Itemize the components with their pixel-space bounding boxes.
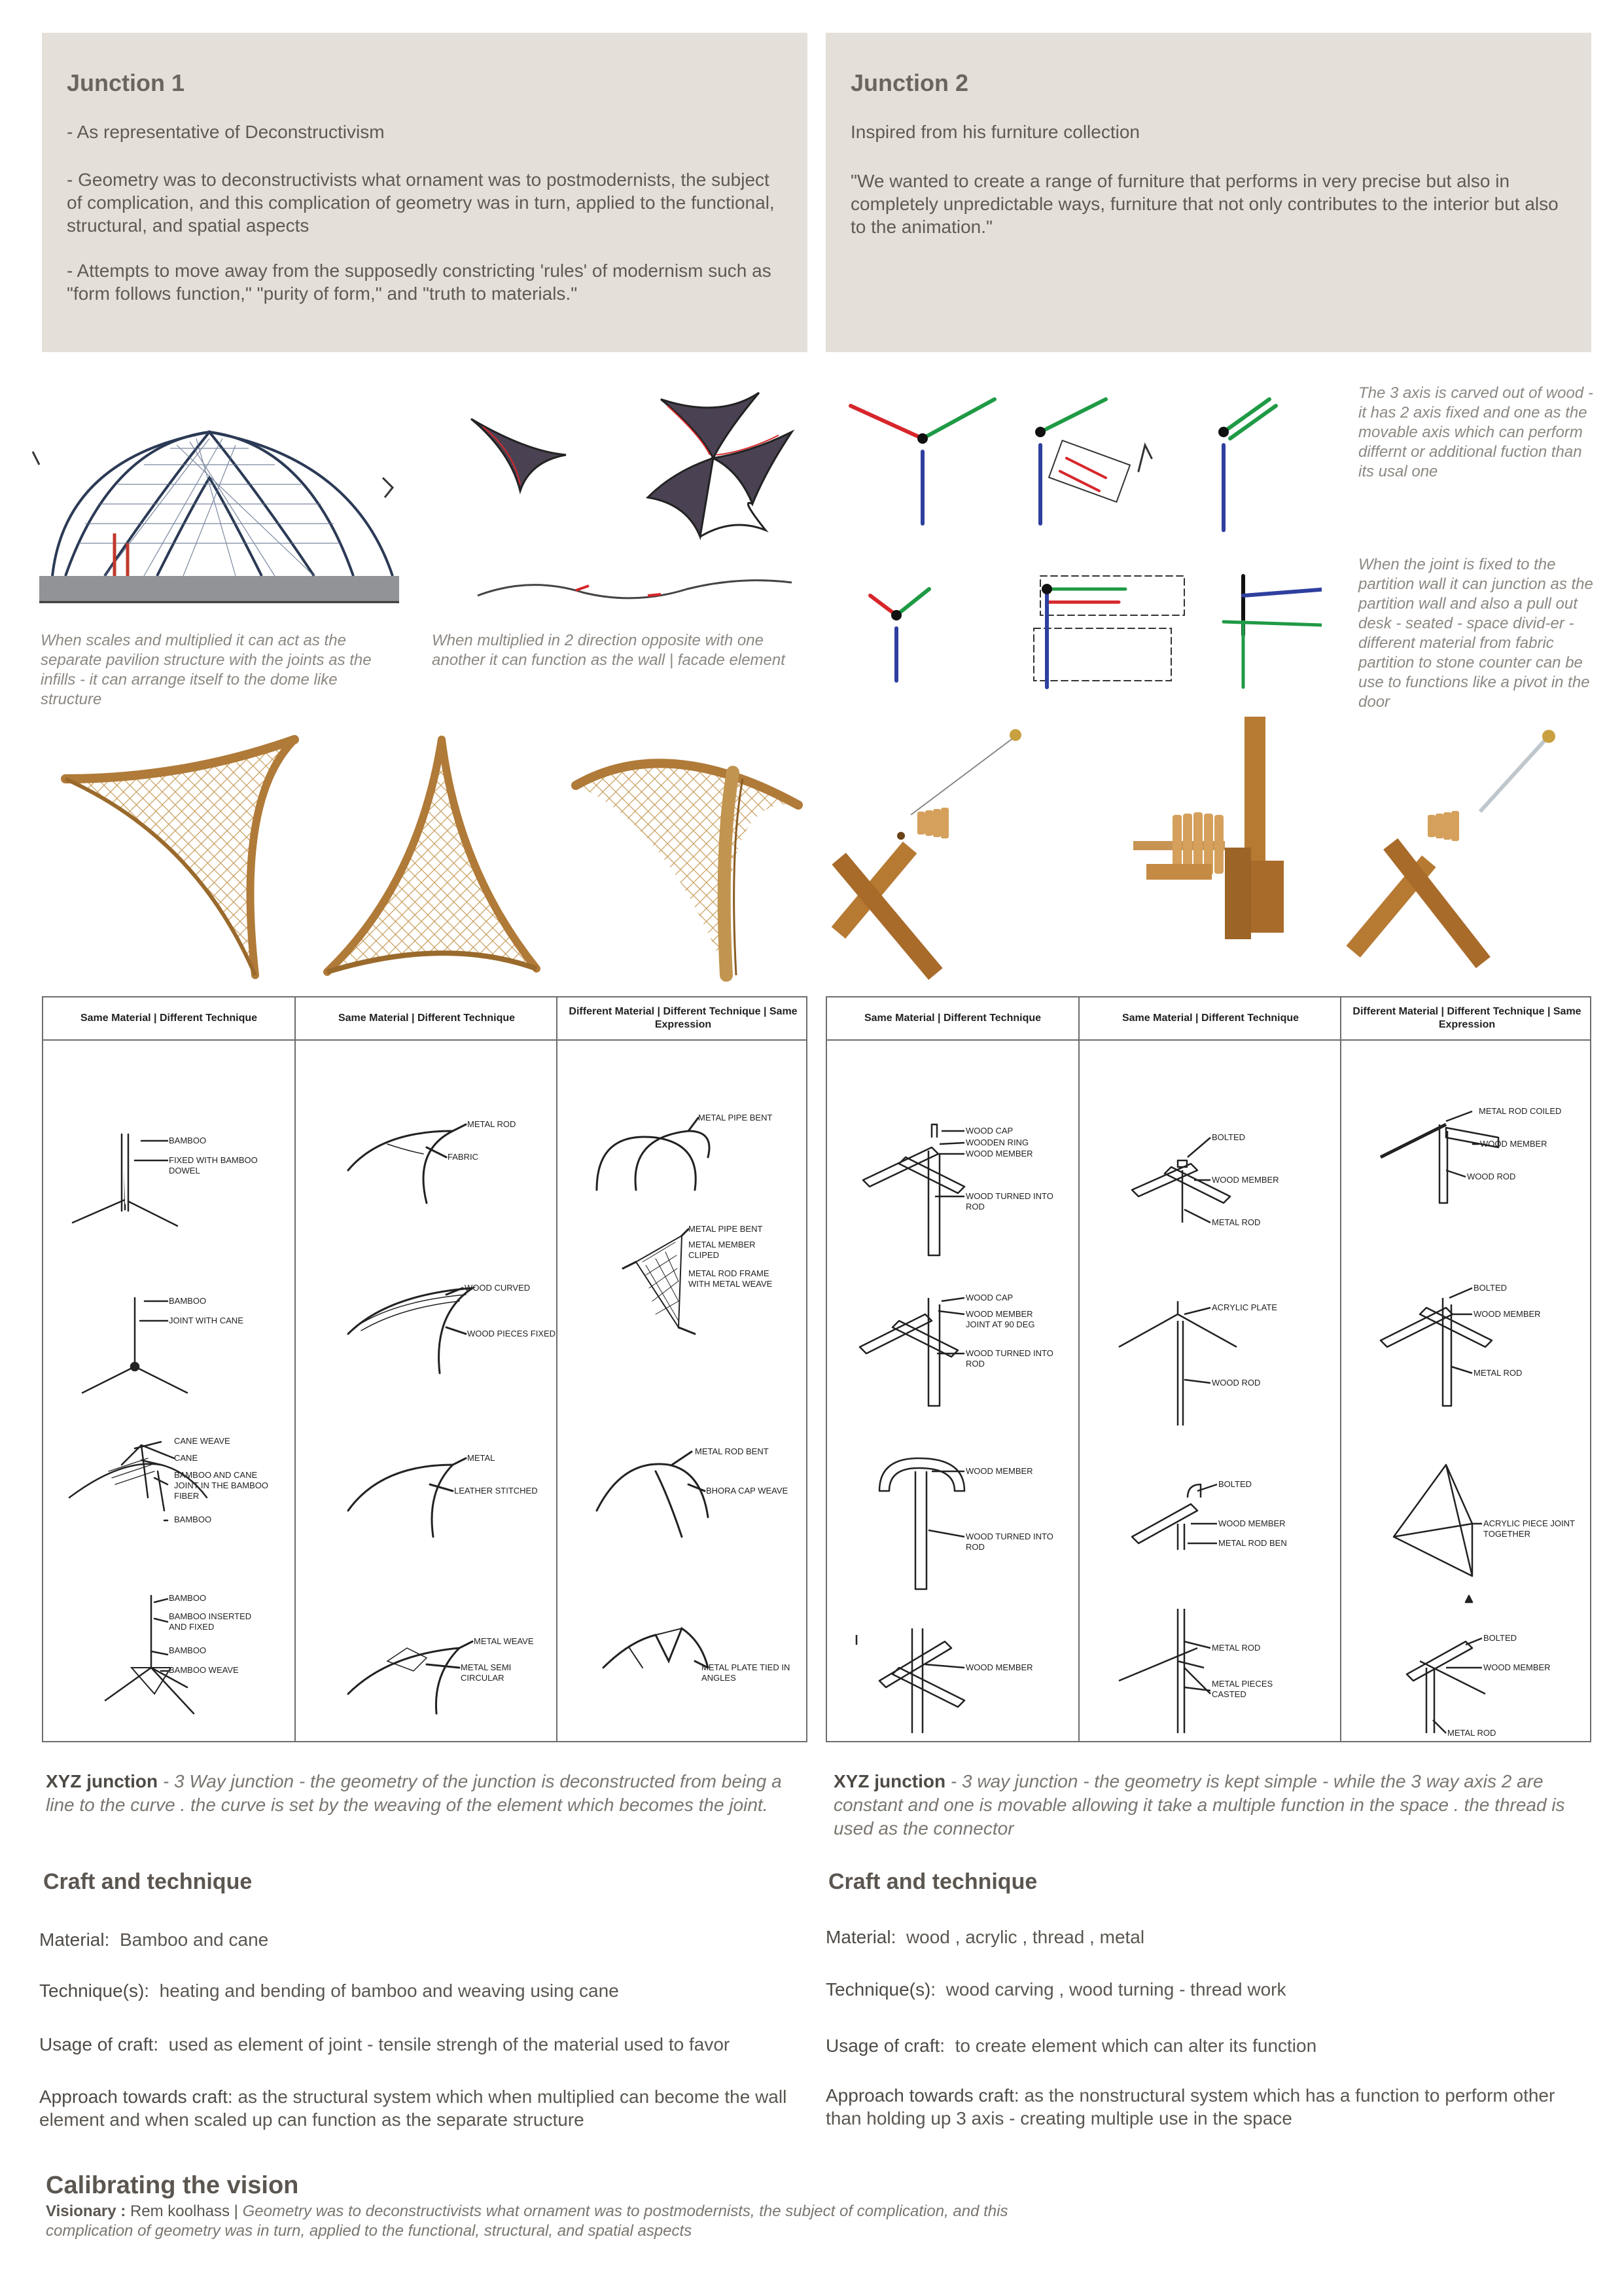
t2c2r2-l0: ACRYLIC PLATE	[1212, 1302, 1277, 1312]
junction-2-panel	[826, 33, 1591, 352]
junction-2-title: Junction 2	[851, 69, 969, 96]
table-2-col-2-header: Same Material | Different Technique	[1121, 1013, 1299, 1024]
t2c2r4-l2: CASTED	[1212, 1689, 1246, 1699]
table-1-col-1	[43, 997, 294, 1741]
partition-caption: When the joint is fixed to the partition wall it can junction as the partition wall and also a pull out desk - seated - space divid-er - different material from fabric partition to stone counter can be use to functions like a pivot in the door	[1358, 556, 1593, 711]
junction-2-para-2: "We wanted to create a range of furniture that performs in very precise but also in completely unpredictable ways, furniture that not only contributes to the interior but also to the animation."	[851, 171, 1559, 237]
craft-1-usage	[39, 2033, 805, 2056]
t1c2r3-l0: METAL	[467, 1453, 495, 1463]
t2c3r1-l0: METAL ROD COILED	[1479, 1106, 1562, 1116]
craft-1-approach-key: Approach towards craft:	[39, 2087, 233, 2107]
calibrating-title: Calibrating the vision	[46, 2172, 299, 2199]
table-1-col-1-header: Same Material | Different Technique	[80, 1013, 258, 1024]
t2c1r1-l4: ROD	[966, 1202, 985, 1211]
t1c1r1-l1: FIXED WITH BAMBOO	[169, 1155, 258, 1165]
t1c1r3-l4: FIBER	[174, 1491, 200, 1501]
t1c3r4-l1: ANGLES	[701, 1673, 736, 1683]
t2c1r2-l4: ROD	[966, 1359, 985, 1369]
t2c1r4-l0: WOOD MEMBER	[966, 1662, 1033, 1672]
xyz-junction-2-title: XYZ junction	[834, 1771, 946, 1791]
t1c1r1-l2: DOWEL	[169, 1166, 200, 1175]
craft-1-usage-key: Usage of craft:	[39, 2034, 159, 2054]
craft-2-technique	[826, 1978, 1591, 2001]
junction-1-para-3: - Attempts to move away from the supposedly constricting 'rules' of modernism such as "form follows function," "purity of form," and "truth to materials."	[67, 260, 771, 304]
table-2-col-3-header: Different Material | Different Technique | Same Expression	[1352, 1006, 1581, 1030]
craft-2-material-key: Material:	[826, 1927, 896, 1947]
t1c3r2-l0: METAL PIPE BENT	[688, 1224, 763, 1234]
craft-2-usage-key: Usage of craft:	[826, 2036, 945, 2056]
axis-sketches	[824, 380, 1322, 694]
wall-caption: When multiplied in 2 direction opposite with one another it can function as the wall | facade element	[432, 632, 785, 669]
t2c3r2-l1: WOOD MEMBER	[1474, 1309, 1541, 1319]
wood-model-photos	[826, 717, 1598, 988]
t1c1r3-l3: JOINT IN THE BAMBOO	[174, 1480, 268, 1490]
t2c3r4-l2: METAL ROD	[1447, 1728, 1496, 1738]
t1c1r3-l5: BAMBOO	[174, 1515, 212, 1524]
craft-1-usage-value: used as element of joint - tensile strengh of the material used to favor	[168, 2034, 730, 2054]
t2c1r1-l0: WOOD CAP	[966, 1126, 1014, 1136]
xyz-junction-1-desc	[46, 1770, 805, 1817]
table-2-col-3-drawings	[1341, 1039, 1593, 1742]
t2c2r4-l0: METAL ROD	[1212, 1643, 1261, 1653]
table-1-col-2	[294, 997, 557, 1741]
junction-1-para-1: - As representative of Deconstructivism	[67, 122, 385, 142]
t2c3r4-l1: WOOD MEMBER	[1483, 1662, 1551, 1672]
t2c1r3-l1: WOOD TURNED INTO	[966, 1532, 1053, 1541]
craft-2-title: Craft and technique	[828, 1869, 1038, 1894]
table-1-col-3-drawings	[557, 1039, 809, 1742]
t2c2r1-l1: WOOD MEMBER	[1212, 1175, 1279, 1185]
t1c1r4-l1: BAMBOO INSERTED	[169, 1611, 252, 1621]
t1c1r4-l2: AND FIXED	[169, 1622, 215, 1632]
xyz-junction-1-text: - 3 Way junction - the geometry of the junction is deconstructed from being a line to the curve . the curve is set by the weaving of the element which becomes the joint.	[46, 1771, 782, 1815]
visionary-quote: Geometry was to deconstructivists what ornament was to postmodernists, the subject of complication, and this complication of geometry was in turn, applied to the functional, structural, and spatial aspects	[46, 2202, 1008, 2240]
t2c1r1-l2: WOOD MEMBER	[966, 1149, 1033, 1158]
craft-1-technique	[39, 1979, 805, 2002]
craft-2-approach-key: Approach towards craft:	[826, 2085, 1019, 2106]
t2c1r2-l2: JOINT AT 90 DEG	[966, 1319, 1035, 1329]
craft-2-technique-value: wood carving , wood turning - thread work	[945, 1979, 1286, 2000]
table-1-col-2-drawings	[296, 1039, 557, 1742]
t1c1r3-l2: BAMBOO AND CANE	[174, 1470, 258, 1480]
bamboo-model-photos	[39, 720, 811, 988]
craft-1-approach	[39, 2085, 805, 2131]
t1c2r4-l1: METAL SEMI	[461, 1662, 512, 1672]
t1c1r4-l3: BAMBOO	[169, 1645, 207, 1655]
dome-caption: When scales and multiplied it can act as the separate pavilion structure with the joints as the infills - it can arrange itself to the dome like structure	[41, 632, 372, 708]
visionary-name: Rem koolhass |	[130, 2202, 243, 2220]
craft-1-material	[39, 1928, 805, 1951]
xyz-junction-2-text: - 3 way junction - the geometry is kept simple - while the 3 way axis 2 are constant and one is movable allowing it take a multiple function in the space . the thread is used as the connector	[834, 1771, 1565, 1839]
dome-sketch	[26, 380, 406, 622]
t2c2r2-l1: WOOD ROD	[1212, 1378, 1261, 1388]
xyz-junction-2-desc	[834, 1770, 1593, 1840]
t1c2r4-l0: METAL WEAVE	[474, 1636, 534, 1646]
t2c1r1-l3: WOOD TURNED INTO	[966, 1191, 1053, 1201]
craft-2-technique-key: Technique(s):	[826, 1979, 936, 2000]
craft-1-technique-key: Technique(s):	[39, 1981, 150, 2001]
t2c1r1-l1: WOODEN RING	[966, 1138, 1029, 1147]
t2c3r1-l1: WOOD MEMBER	[1480, 1139, 1547, 1149]
t2c2r3-l0: BOLTED	[1218, 1479, 1252, 1489]
junction-1-panel	[42, 33, 807, 352]
t1c1r4-l0: BAMBOO	[169, 1593, 207, 1603]
t2c2r1-l0: BOLTED	[1212, 1132, 1246, 1142]
t1c3r4-l0: METAL PLATE TIED IN	[701, 1662, 790, 1672]
craft-2-usage	[826, 2034, 1591, 2057]
t1c1r3-l1: CANE	[174, 1453, 198, 1463]
t2c1r3-l2: ROD	[966, 1542, 985, 1552]
table-1-col-3-header: Different Material | Different Technique | Same Expression	[569, 1006, 798, 1030]
t1c1r2-l0: BAMBOO	[169, 1296, 207, 1306]
t1c3r2-l4: WITH METAL WEAVE	[688, 1279, 773, 1289]
wall-sketch	[451, 386, 805, 609]
junction-2-para-1: Inspired from his furniture collection	[851, 122, 1140, 142]
t1c3r3-l1: BHORA CAP WEAVE	[706, 1486, 788, 1496]
craft-2-usage-value: to create element which can alter its function	[955, 2036, 1317, 2056]
t1c3r2-l2: CLIPED	[688, 1250, 719, 1260]
t1c1r1-l0: BAMBOO	[169, 1136, 207, 1145]
craft-2-material-value: wood , acrylic , thread , metal	[906, 1927, 1145, 1947]
t1c2r1-l1: FABRIC	[448, 1152, 478, 1162]
t2c1r2-l3: WOOD TURNED INTO	[966, 1348, 1053, 1358]
t1c2r2-l1: WOOD PIECES FIXED	[467, 1329, 556, 1338]
t2c2r1-l2: METAL ROD	[1212, 1217, 1261, 1227]
craft-1-material-value: Bamboo and cane	[119, 1929, 269, 1950]
craft-1-approach-value: as the structural system which when multiplied can become the wall element and when scaled up can function as the separate structure	[39, 2087, 787, 2130]
t2c3r3-l0: ACRYLIC PIECE JOINT	[1483, 1518, 1575, 1528]
t1c3r2-l3: METAL ROD FRAME	[688, 1268, 769, 1278]
craft-1-technique-value: heating and bending of bamboo and weaving using cane	[159, 1981, 619, 2001]
t1c2r2-l0: WOOD CURVED	[465, 1283, 531, 1293]
table-2-col-1	[827, 997, 1078, 1741]
craft-2-material	[826, 1926, 1591, 1948]
visionary-key: Visionary :	[46, 2202, 130, 2220]
t2c1r2-l0: WOOD CAP	[966, 1293, 1014, 1302]
t2c3r2-l2: METAL ROD	[1474, 1368, 1523, 1378]
t2c1r2-l1: WOOD MEMBER	[966, 1309, 1033, 1319]
craft-2-approach-value: as the nonstructural system which has a function to perform other than holding up 3 axis - creating multiple use in the space	[826, 2085, 1555, 2128]
t1c2r3-l1: LEATHER STITCHED	[454, 1486, 538, 1496]
t1c3r2-l1: METAL MEMBER	[688, 1240, 756, 1249]
table-1-col-1-drawings	[43, 1039, 294, 1742]
t1c2r4-l2: CIRCULAR	[461, 1673, 504, 1683]
junction-1-para-2: - Geometry was to deconstructivists what ornament was to postmodernists, the subject of complication, and this complication of geometry was in turn, applied to the functional, structural, and spatial aspects	[67, 170, 775, 236]
t2c2r3-l2: METAL ROD BEN	[1218, 1538, 1287, 1548]
craft-2-approach	[826, 2084, 1591, 2130]
junction-1-title: Junction 1	[67, 69, 185, 96]
t1c1r3-l0: CANE WEAVE	[174, 1436, 230, 1446]
craft-1-title: Craft and technique	[43, 1869, 253, 1894]
table-1-col-2-header: Same Material | Different Technique	[338, 1013, 516, 1024]
t2c3r1-l2: WOOD ROD	[1467, 1172, 1516, 1181]
technique-table-1	[42, 996, 807, 1742]
table-2-col-3	[1340, 997, 1593, 1741]
t1c1r2-l1: JOINT WITH CANE	[169, 1316, 243, 1325]
t1c1r4-l4: BAMBOO WEAVE	[169, 1665, 239, 1675]
table-2-col-2	[1078, 997, 1341, 1741]
calibrating-text	[46, 2202, 1093, 2241]
table-2-col-1-drawings	[827, 1039, 1078, 1742]
t1c3r3-l0: METAL ROD BENT	[695, 1446, 769, 1456]
table-2-col-1-header: Same Material | Different Technique	[864, 1013, 1042, 1024]
craft-1-material-key: Material:	[39, 1929, 110, 1950]
t2c1r3-l0: WOOD MEMBER	[966, 1466, 1033, 1476]
t1c3r1-l0: METAL PIPE BENT	[698, 1113, 773, 1122]
t1c2r1-l0: METAL ROD	[467, 1119, 516, 1129]
table-2-col-2-drawings	[1080, 1039, 1341, 1742]
t2c3r4-l0: BOLTED	[1483, 1633, 1517, 1643]
t2c3r3-l1: TOGETHER	[1483, 1529, 1530, 1539]
xyz-junction-1-title: XYZ junction	[46, 1771, 158, 1791]
t2c2r3-l1: WOOD MEMBER	[1218, 1518, 1286, 1528]
t2c3r2-l0: BOLTED	[1474, 1283, 1508, 1293]
table-1-col-3	[556, 997, 809, 1741]
axis-caption: The 3 axis is carved out of wood - it has 2 axis fixed and one as the movable axis which can perform differnt or additional fuction than its usal one	[1358, 384, 1593, 480]
t2c2r4-l1: METAL PIECES	[1212, 1679, 1273, 1689]
technique-table-2	[826, 996, 1591, 1742]
